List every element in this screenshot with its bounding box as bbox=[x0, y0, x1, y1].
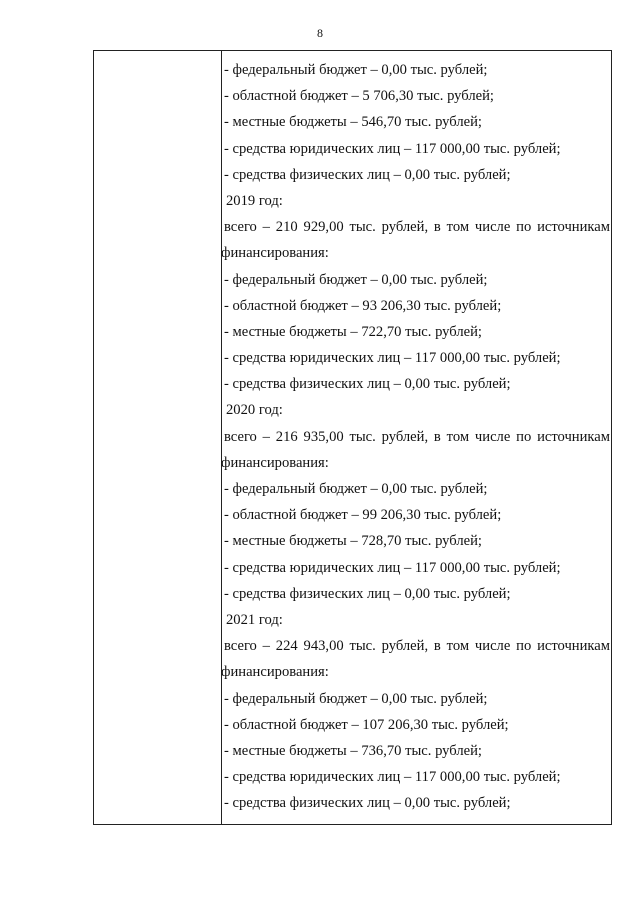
funding-item: - федеральный бюджет – 0,00 тыс. рублей; bbox=[224, 62, 488, 78]
year-heading: 2021 год: bbox=[226, 611, 283, 628]
funding-item: - средства физических лиц – 0,00 тыс. рублей; bbox=[224, 585, 511, 602]
page-number: 8 bbox=[317, 26, 323, 40]
funding-item: - федеральный бюджет – 0,00 тыс. рублей; bbox=[224, 271, 488, 288]
funding-text bbox=[221, 57, 610, 816]
funding-item: - средства физических лиц – 0,00 тыс. рублей; bbox=[224, 795, 511, 812]
funding-item: - местные бюджеты – 722,70 тыс. рублей; bbox=[224, 323, 482, 340]
funding-item: - средства юридических лиц – 117 000,00 тыс. рублей; bbox=[224, 769, 561, 786]
total-line-continuation: финансирования: bbox=[221, 664, 329, 681]
year-heading: 2019 год: bbox=[226, 192, 283, 209]
funding-item: - средства физических лиц – 0,00 тыс. рублей; bbox=[224, 376, 511, 393]
funding-item: - местные бюджеты – 736,70 тыс. рублей; bbox=[224, 742, 482, 759]
total-line: всего – 216 935,00 тыс. рублей, в том числе по источникам bbox=[224, 428, 610, 445]
total-line: всего – 210 929,00 тыс. рублей, в том числе по источникам bbox=[224, 219, 610, 236]
funding-table bbox=[93, 50, 612, 825]
funding-item: - средства юридических лиц – 117 000,00 тыс. рублей; bbox=[224, 559, 561, 576]
funding-item: - федеральный бюджет – 0,00 тыс. рублей; bbox=[224, 690, 488, 707]
year-heading: 2020 год: bbox=[226, 402, 283, 419]
funding-item: - областной бюджет – 5 706,30 тыс. рублей; bbox=[224, 88, 494, 105]
funding-item: - областной бюджет – 93 206,30 тыс. рублей; bbox=[224, 297, 502, 314]
funding-item: - областной бюджет – 107 206,30 тыс. рублей; bbox=[224, 716, 509, 733]
funding-item: - средства юридических лиц – 117 000,00 тыс. рублей; bbox=[224, 140, 561, 157]
total-line-continuation: финансирования: bbox=[221, 454, 329, 471]
total-line-continuation: финансирования: bbox=[221, 245, 329, 262]
funding-item: - средства физических лиц – 0,00 тыс. рублей; bbox=[224, 166, 511, 183]
funding-item: - федеральный бюджет – 0,00 тыс. рублей; bbox=[224, 481, 488, 497]
funding-item: - местные бюджеты – 546,70 тыс. рублей; bbox=[224, 114, 482, 131]
funding-item: - средства юридических лиц – 117 000,00 тыс. рублей; bbox=[224, 350, 561, 367]
column-divider bbox=[221, 51, 222, 824]
total-line: всего – 224 943,00 тыс. рублей, в том числе по источникам bbox=[224, 638, 610, 655]
funding-item: - местные бюджеты – 728,70 тыс. рублей; bbox=[224, 533, 482, 550]
funding-item: - областной бюджет – 99 206,30 тыс. рублей; bbox=[224, 507, 502, 524]
